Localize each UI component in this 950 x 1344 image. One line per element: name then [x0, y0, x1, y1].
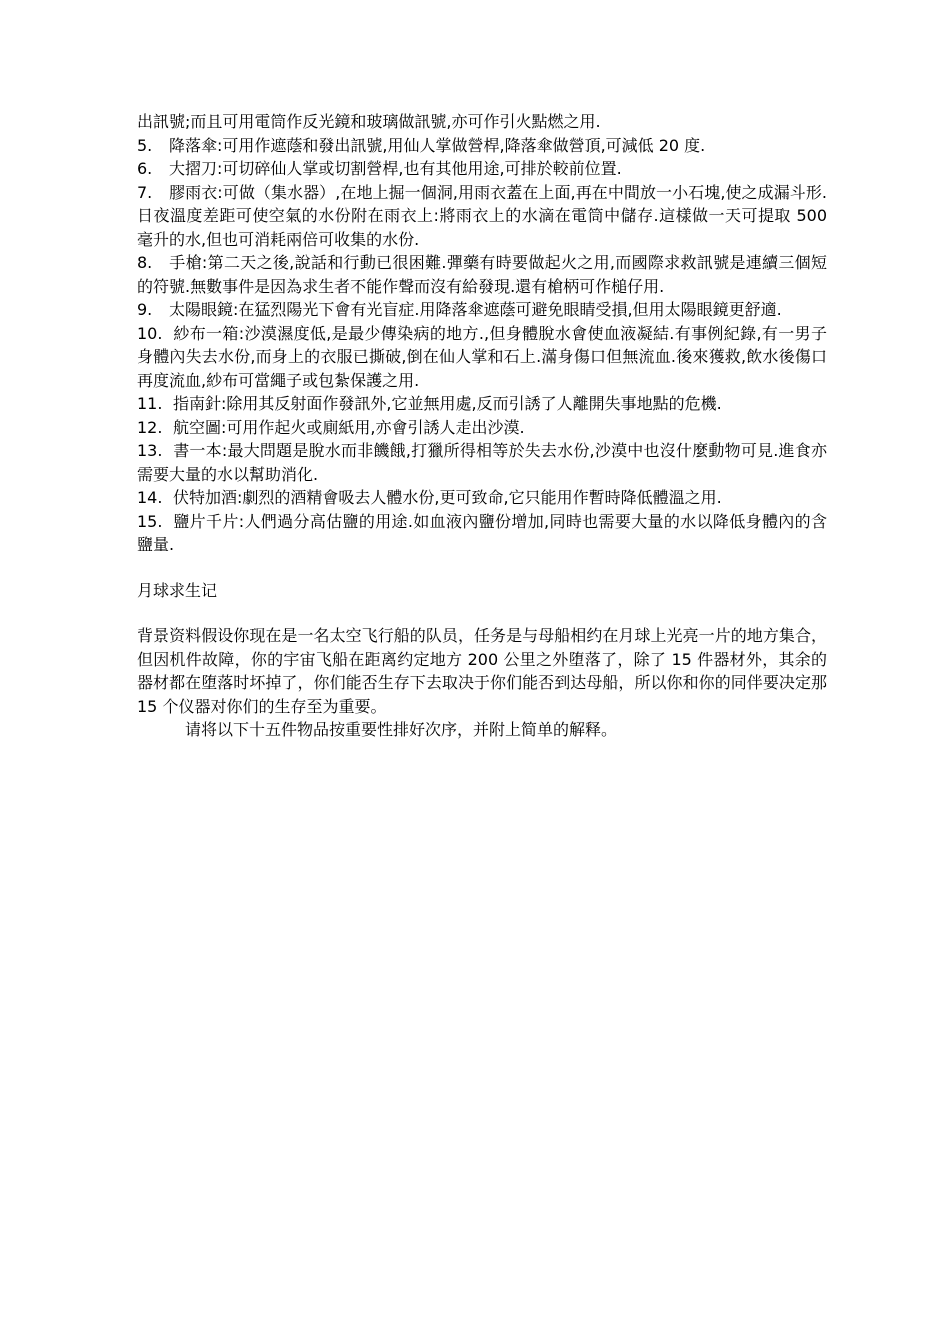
item-number: 11.	[137, 394, 163, 413]
list-item	[137, 392, 827, 416]
list-item	[137, 157, 827, 181]
list-item	[137, 134, 827, 158]
item-text: 鹽片千片:人們過分高估鹽的用途.如血液內鹽份增加,同時也需要大量的水以降低身體內的含鹽量.	[137, 511, 827, 554]
item-text: 大摺刀:可切碎仙人掌或切割營桿,也有其他用途,可排於較前位置.	[169, 159, 622, 178]
item-number: 9.	[137, 300, 153, 319]
item-number: 7.	[137, 182, 153, 202]
document-body	[137, 110, 827, 742]
item-number: 12.	[137, 417, 163, 437]
list-item	[137, 416, 827, 440]
item-text: 航空圖:可用作起火或廁紙用,亦會引誘人走出沙漠.	[173, 417, 525, 437]
continuation-paragraph: 出訊號;而且可用電筒作反光鏡和玻璃做訊號,亦可作引火點燃之用.	[137, 112, 601, 131]
list-item	[137, 486, 827, 510]
item-text: 太陽眼鏡:在猛烈陽光下會有光盲症.用降落傘遮蔭可避免眼睛受損,但用太陽眼鏡更舒適.	[169, 300, 782, 319]
item-number: 10.	[137, 323, 163, 343]
item-number: 6.	[137, 159, 153, 178]
item-number: 5.	[137, 135, 153, 155]
item-number: 14.	[137, 488, 163, 507]
list-item	[137, 251, 827, 298]
item-number: 8.	[137, 253, 153, 272]
item-text: 降落傘:可用作遮蔭和發出訊號,用仙人掌做營桿,降落傘做營頂,可減低 20 度.	[169, 135, 706, 155]
item-number: 13.	[137, 441, 163, 460]
item-number: 15.	[137, 511, 163, 531]
background-paragraph: 背景资料假设你现在是一名太空飞行船的队员，任务是与母船相约在月球上光亮一片的地方集合，但因机件故障，你的宇宙飞船在距离约定地方 200 公里之外堕落了，除了 15 件器材外，其余的器材都在堕落时坏掉了，你们能否生存下去取决于你们能否到达母船，所以你和你的同伴要决定那 15 个仪器对你们的生存至为重要。	[137, 626, 827, 716]
item-text: 膠雨衣:可做（集水器）,在地上掘一個洞,用雨衣蓋在上面,再在中間放一小石塊,使之成漏斗形.日夜溫度差距可使空氣的水份附在雨衣上:將雨衣上的水滴在電筒中儲存.這樣做一天可提取 500 毫升的水,但也可消耗兩倍可收集的水份.	[137, 182, 827, 249]
section-title: 月球求生记	[137, 580, 218, 600]
item-text: 指南針:除用其反射面作發訊外,它並無用處,反而引誘了人離開失事地點的危機.	[173, 394, 722, 413]
item-text: 書一本:最大問題是脫水而非饑餓,打獵所得相等於失去水份,沙漠中也沒什麼動物可見.進食亦需要大量的水以幫助消化.	[137, 441, 827, 484]
item-text: 伏特加酒:劇烈的酒精會吸去人體水份,更可致命,它只能用作暫時降低體溫之用.	[173, 488, 722, 507]
item-text: 手槍:第二天之後,說話和行動已很困難.彈藥有時要做起火之用,而國際求救訊號是連續三個短的符號.無數事件是因為求生者不能作聲而沒有給發現.還有槍柄可作槌仔用.	[137, 253, 827, 296]
list-item	[137, 298, 827, 322]
instruction-paragraph: 请将以下十五件物品按重要性排好次序，并附上简单的解释。	[185, 720, 618, 739]
item-text: 紗布一箱:沙漠濕度低,是最少傳染病的地方.,但身體脫水會使血液凝結.有事例紀錄,有一男子身體內失去水份,而身上的衣服已撕破,倒在仙人掌和石上.滿身傷口但無流血.後來獲救,飲水後傷口再度流血,紗布可當繩子或包紮保護之用.	[137, 323, 827, 390]
list-item	[137, 510, 827, 557]
list-item	[137, 181, 827, 252]
list-item	[137, 322, 827, 393]
list-item	[137, 439, 827, 486]
